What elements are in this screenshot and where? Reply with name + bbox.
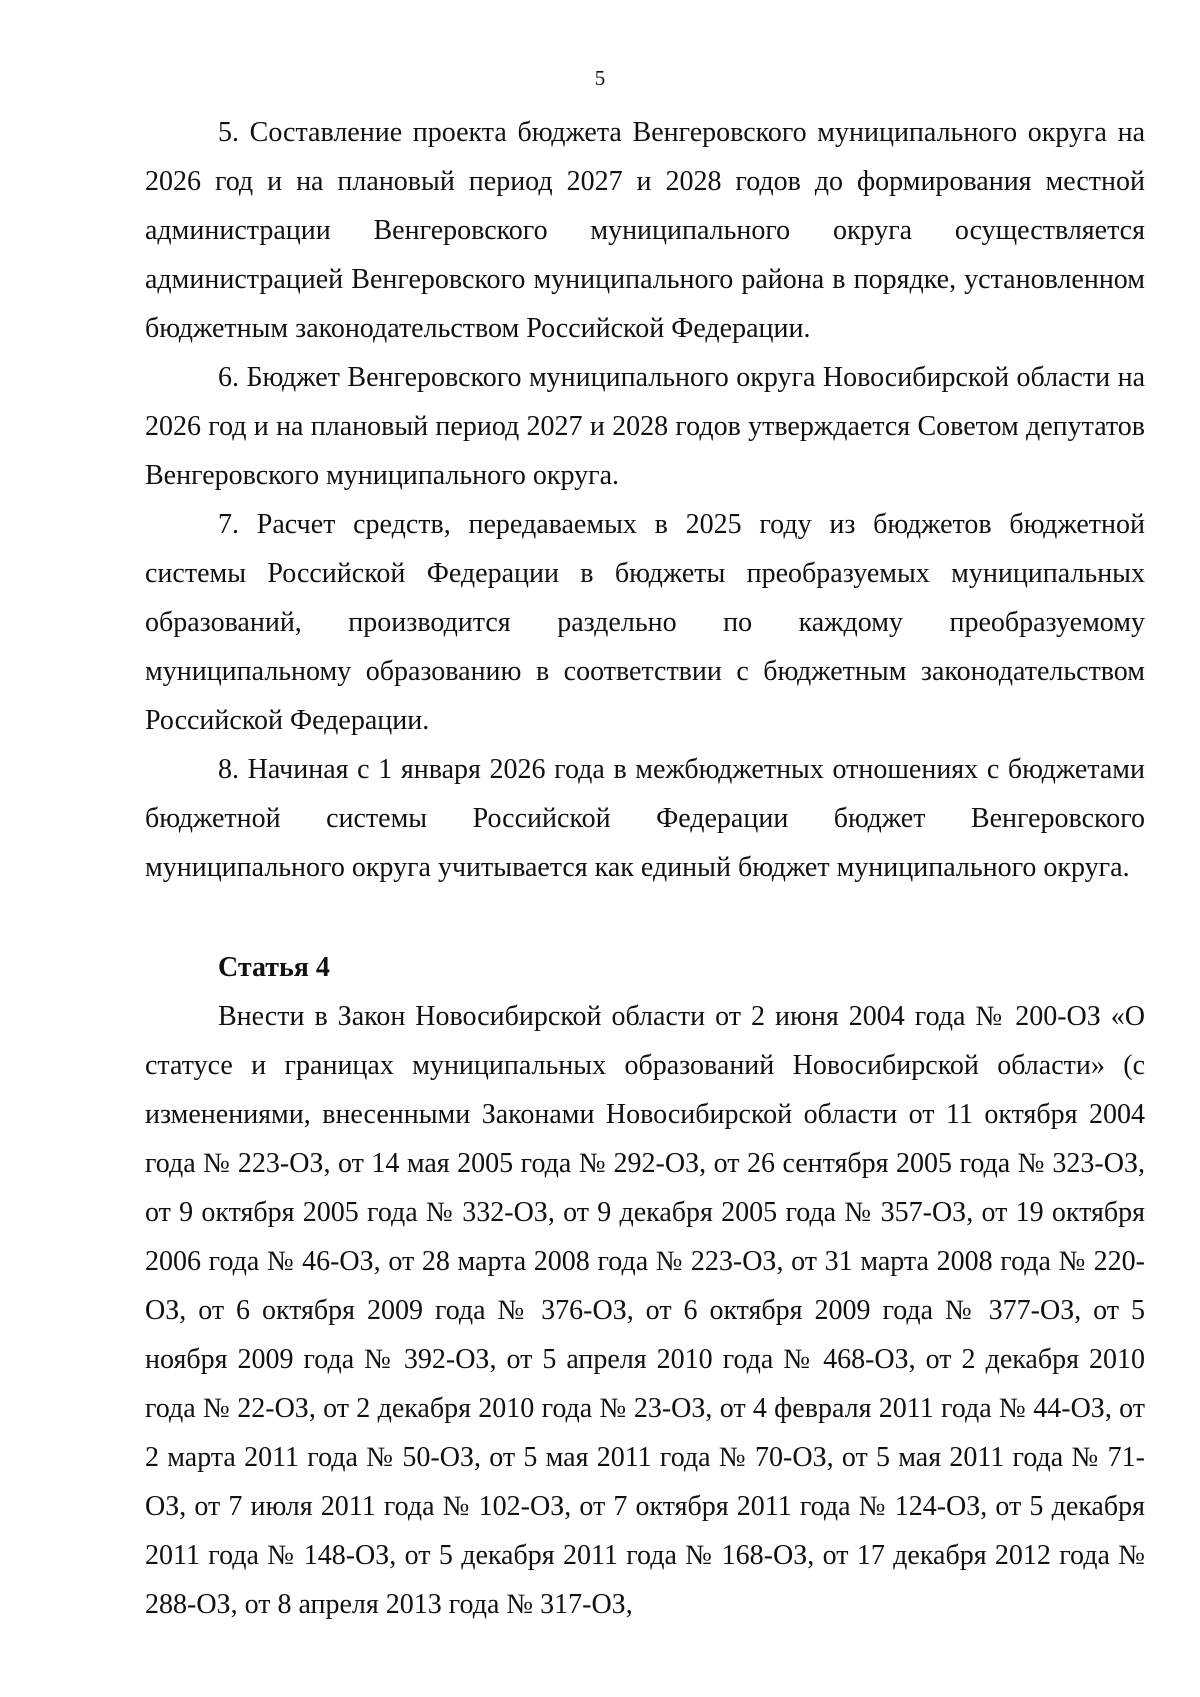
paragraph-8: 8. Начиная с 1 января 2026 года в межбюджетных отношениях с бюджетами бюджетной системы Российской Федерации бюджет Венгеровского муниципального округа учитывается как единый бюджет муниципального округа. [145, 754, 1145, 883]
article-4-text: Внести в Закон Новосибирской области от 2 июня 2004 года № 200-ОЗ «О статусе и границах муниципальных образований Новосибирской области» (с изменениями, внесенными Законами Новосибирской области от 11 октября 2004 года № 223-ОЗ, от 14 мая 2005 года № 292-ОЗ, от 26 сентября 2005 года № 323-ОЗ, от 9 октября 2005 года № 332-ОЗ, от 9 декабря 2005 года № 357-ОЗ, от 19 октября 2006 года № 46-ОЗ, от 28 марта 2008 года № 223-ОЗ, от 31 марта 2008 года № 220-ОЗ, от 6 октября 2009 года № 376-ОЗ, от 6 октября 2009 года № 377-ОЗ, от 5 ноября 2009 года № 392-ОЗ, от 5 апреля 2010 года № 468-ОЗ, от 2 декабря 2010 года № 22-ОЗ, от 2 декабря 2010 года № 23-ОЗ, от 4 февраля 2011 года № 44-ОЗ, от 2 марта 2011 года № 50-ОЗ, от 5 мая 2011 года № 70-ОЗ, от 5 мая 2011 года № 71-ОЗ, от 7 июля 2011 года № 102-ОЗ, от 7 октября 2011 года № 124-ОЗ, от 5 декабря 2011 года № 148-ОЗ, от 5 декабря 2011 года № 168-ОЗ, от 17 декабря 2012 года № 288-ОЗ, от 8 апреля 2013 года № 317-ОЗ, [145, 1001, 1145, 1620]
paragraph-7: 7. Расчет средств, передаваемых в 2025 году из бюджетов бюджетной системы Российской Федерации в бюджеты преобразуемых муниципальных образований, производится раздельно по каждому преобразуемому муниципальному образованию в соответствии с бюджетным законодательством Российской Федерации. [145, 509, 1145, 736]
paragraph-6: 6. Бюджет Венгеровского муниципального округа Новосибирской области на 2026 год и на плановый период 2027 и 2028 годов утверждается Советом депутатов Венгеровского муниципального округа. [145, 362, 1145, 491]
page-number: 5 [594, 66, 606, 90]
document-body [145, 108, 1145, 1629]
paragraph-5: 5. Составление проекта бюджета Венгеровского муниципального округа на 2026 год и на плановый период 2027 и 2028 годов до формирования местной администрации Венгеровского муниципального округа осуществляется администрацией Венгеровского муниципального района в порядке, установленном бюджетным законодательством Российской Федерации. [145, 117, 1145, 344]
article-heading: Статья 4 [218, 952, 330, 983]
